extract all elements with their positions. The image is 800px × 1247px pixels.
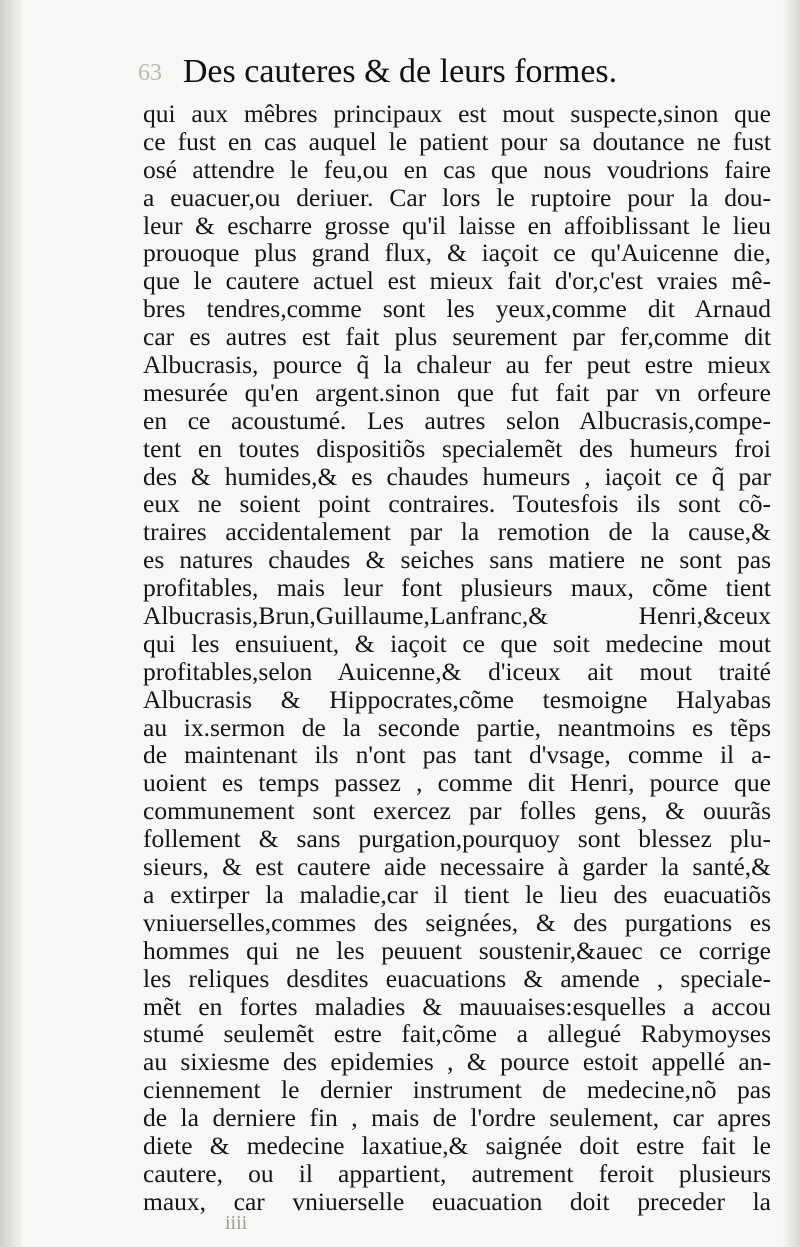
text-line: eux ne soient point contraires. Toutesfois ils sont cõ- — [143, 489, 771, 519]
text-line: mẽt en fortes maladies & mauuaises:esquelles a accou — [143, 991, 771, 1021]
page-edge-shadow — [782, 0, 800, 1247]
text-line: a extirper la maladie,car il tient le lieu des euacuatiõs — [143, 879, 771, 909]
text-line: que le cautere actuel est mieux fait d'or,c'est vraies mê- — [143, 266, 771, 296]
text-line: maux, car vniuerselle euacuation doit preceder la — [143, 1186, 771, 1216]
text-line: de la derniere fin , mais de l'ordre seulement, car apres — [143, 1103, 771, 1133]
text-line: traires accidentalement par la remotion de la cause,& — [143, 517, 771, 547]
text-line: des & humides,& es chaudes humeurs , iaçoit ce q̃ par — [143, 461, 771, 491]
text-line: Albucrasis, pource q̃ la chaleur au fer peut estre mieux — [143, 350, 771, 380]
text-line: osé attendre le feu,ou en cas que nous voudrions faire — [143, 154, 771, 184]
text-line: qui aux mêbres principaux est mout suspecte,sinon que — [143, 99, 771, 128]
text-line: de maintenant ils n'ont pas tant d'vsage, comme il a- — [143, 740, 771, 770]
text-line: au sixiesme des epidemies , & pource estoit appellé an- — [143, 1047, 771, 1077]
page-number: 63 — [138, 60, 162, 86]
text-line: uoient es temps passez , comme dit Henri, pource que — [143, 768, 771, 798]
text-line: follement & sans purgation,pourquoy sont blessez plu- — [143, 824, 771, 854]
body-text — [143, 100, 771, 1216]
text-line: es natures chaudes & seiches sans matiere ne sont pas — [143, 545, 771, 575]
text-line: en ce acoustumé. Les autres selon Albucrasis,compe- — [143, 405, 771, 435]
text-line: diete & medecine laxatiue,& saignée doit estre fait le — [143, 1130, 771, 1160]
text-line: cautere, ou il appartient, autrement feroit plusieurs — [143, 1158, 771, 1188]
text-line: au ix.sermon de la seconde partie, neantmoins es tẽps — [143, 712, 771, 742]
text-line: profitables,selon Auicenne,& d'iceux ait mout traité — [143, 656, 771, 686]
text-line: leur & escharre grosse qu'il laisse en affoiblissant le lieu — [143, 210, 771, 240]
text-line: qui les ensuiuent, & iaçoit ce que soit medecine mout — [143, 628, 771, 658]
page-gutter-shadow — [0, 0, 22, 1247]
text-line: mesurée qu'en argent.sinon que fut fait par vn orfeure — [143, 377, 771, 407]
text-line: vniuerselles,commes des seignées, & des purgations es — [143, 907, 771, 937]
text-line: stumé seulemẽt estre fait,cõme a allegué Rabymoyses — [143, 1019, 771, 1049]
text-line: hommes qui ne les peuuent soustenir,&auec ce corrige — [143, 935, 771, 965]
signature-mark: iiii — [225, 1212, 248, 1234]
text-line: tent en toutes dispositiõs specialemẽt des humeurs froi — [143, 433, 771, 463]
text-line: bres tendres,comme sont les yeux,comme dit Arnaud — [143, 294, 771, 324]
text-line: Albucrasis,Brun,Guillaume,Lanfranc,& Henri,&ceux — [143, 601, 771, 631]
text-line: ce fust en cas auquel le patient pour sa doutance ne fust — [143, 126, 771, 156]
running-head: Des cauteres & de leurs formes. — [182, 53, 618, 90]
text-line: les reliques desdites euacuations & amende , speciale- — [143, 963, 771, 993]
text-line: profitables, mais leur font plusieurs maux, cõme tient — [143, 573, 771, 603]
text-line: a euacuer,ou deriuer. Car lors le ruptoire pour la dou- — [143, 182, 771, 212]
text-line: sieurs, & est cautere aide necessaire à garder la santé,& — [143, 852, 771, 882]
text-line: prouoque plus grand flux, & iaçoit ce qu'Auicenne die, — [143, 238, 771, 268]
text-line: car es autres est fait plus seurement par fer,comme dit — [143, 322, 771, 352]
text-line: Albucrasis & Hippocrates,cõme tesmoigne Halyabas — [143, 684, 771, 714]
text-line: ciennement le dernier instrument de medecine,nõ pas — [143, 1075, 771, 1105]
text-line: communement sont exercez par folles gens, & ouurãs — [143, 796, 771, 826]
